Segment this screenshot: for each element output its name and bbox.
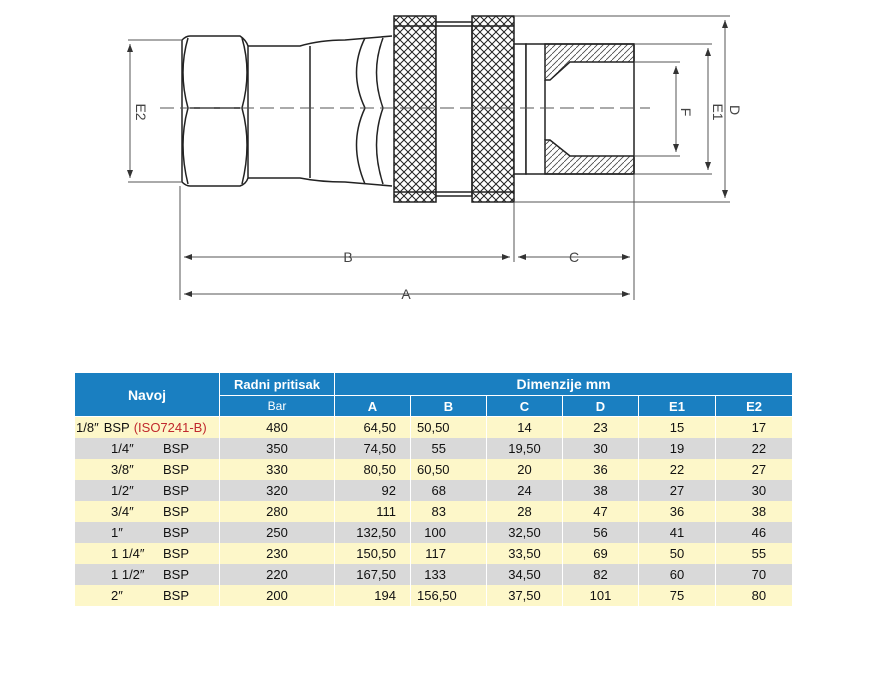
female-thread-end-part [514,44,634,174]
thread-header: Navoj [75,373,220,417]
cell-c: 33,50 [487,543,563,564]
thread-type: BSP [163,525,190,540]
thread-cell [75,522,220,543]
dim-label-d: D [727,104,743,116]
cell-c: 19,50 [487,438,563,459]
column-header-b: B [411,396,487,417]
cell-b: 83 [411,501,487,522]
cell-d: 36 [563,459,639,480]
thread-cell [75,459,220,480]
dim-label-c: C [568,249,580,265]
cell-e2: 80 [716,585,793,606]
thread-cell [75,480,220,501]
cell-e2: 27 [716,459,793,480]
thread-size: 1 1/2″ [111,567,145,582]
table-row [75,417,793,439]
cell-c: 20 [487,459,563,480]
thread-type: BSP [103,420,130,435]
cell-d: 30 [563,438,639,459]
thread-size: 3/8″ [111,462,134,477]
cell-d: 69 [563,543,639,564]
cell-d: 82 [563,564,639,585]
column-header-d: D [563,396,639,417]
thread-cell [75,564,220,585]
cell-c: 28 [487,501,563,522]
cell-d: 38 [563,480,639,501]
table-body [75,417,793,607]
cell-e1: 60 [639,564,716,585]
cell-b: 117 [411,543,487,564]
cell-c: 37,50 [487,585,563,606]
cell-b: 156,50 [411,585,487,606]
cell-pressure: 230 [220,543,335,564]
column-header-e2: E2 [716,396,793,417]
thread-type: BSP [163,504,190,519]
cell-d: 56 [563,522,639,543]
cell-b: 133 [411,564,487,585]
cell-a: 132,50 [335,522,411,543]
thread-type: BSP [163,588,190,603]
cell-e2: 30 [716,480,793,501]
cell-a: 111 [335,501,411,522]
thread-standard: (ISO7241-B) [133,420,207,435]
column-header-a: A [335,396,411,417]
dimensions-header: Dimenzije mm [335,373,793,396]
cell-pressure: 200 [220,585,335,606]
column-header-e1: E1 [639,396,716,417]
cell-e1: 15 [639,417,716,439]
cell-a: 80,50 [335,459,411,480]
thread-cell [75,438,220,459]
cell-c: 14 [487,417,563,439]
table-row [75,480,793,501]
dim-label-f: F [678,107,694,117]
cell-d: 23 [563,417,639,439]
thread-size: 1/4″ [111,441,134,456]
thread-type: BSP [163,441,190,456]
table-row [75,438,793,459]
thread-cell [75,417,220,439]
cell-a: 150,50 [335,543,411,564]
cell-d: 101 [563,585,639,606]
thread-type: BSP [163,483,190,498]
cell-pressure: 250 [220,522,335,543]
cell-e1: 36 [639,501,716,522]
table-row [75,459,793,480]
cell-c: 32,50 [487,522,563,543]
thread-type: BSP [163,462,190,477]
cell-e1: 19 [639,438,716,459]
dim-label-e1: E1 [710,103,726,121]
thread-size: 3/4″ [111,504,134,519]
cell-e1: 50 [639,543,716,564]
table-row [75,564,793,585]
thread-type: BSP [163,567,190,582]
cell-e1: 27 [639,480,716,501]
cell-a: 74,50 [335,438,411,459]
cell-e1: 41 [639,522,716,543]
cell-a: 167,50 [335,564,411,585]
thread-size: 1 1/4″ [111,546,145,561]
body-part [248,36,392,186]
cell-pressure: 480 [220,417,335,439]
thread-size: 1/2″ [111,483,134,498]
knurled-sleeve-part [394,16,514,202]
cell-e2: 38 [716,501,793,522]
cell-d: 47 [563,501,639,522]
dim-label-a: A [401,286,411,302]
cell-e1: 22 [639,459,716,480]
pressure-header: Radni pritisak [220,373,335,396]
dimensions-table [74,372,793,606]
cell-e2: 17 [716,417,793,439]
cell-b: 100 [411,522,487,543]
cell-e2: 55 [716,543,793,564]
table-row [75,543,793,564]
cell-b: 50,50 [411,417,487,439]
cell-b: 60,50 [411,459,487,480]
cell-pressure: 350 [220,438,335,459]
thread-cell [75,543,220,564]
cell-pressure: 220 [220,564,335,585]
cell-a: 92 [335,480,411,501]
table-row [75,522,793,543]
thread-cell [75,501,220,522]
thread-size: 2″ [111,588,123,603]
column-header-c: C [487,396,563,417]
cell-c: 34,50 [487,564,563,585]
cell-a: 64,50 [335,417,411,439]
cell-b: 55 [411,438,487,459]
cell-a: 194 [335,585,411,606]
cell-b: 68 [411,480,487,501]
cell-pressure: 320 [220,480,335,501]
thread-type: BSP [163,546,190,561]
cell-c: 24 [487,480,563,501]
hex-nut-part [182,36,248,186]
table-row [75,585,793,606]
cell-e2: 46 [716,522,793,543]
dim-label-b: B [343,249,353,265]
dim-label-e2: E2 [133,103,149,121]
table-row [75,501,793,522]
cell-e1: 75 [639,585,716,606]
cell-pressure: 280 [220,501,335,522]
cell-pressure: 330 [220,459,335,480]
cell-e2: 22 [716,438,793,459]
thread-size: 1″ [111,525,123,540]
pressure-unit-header: Bar [220,396,335,417]
cell-e2: 70 [716,564,793,585]
thread-size: 1/8″ [76,420,99,435]
thread-cell [75,585,220,606]
